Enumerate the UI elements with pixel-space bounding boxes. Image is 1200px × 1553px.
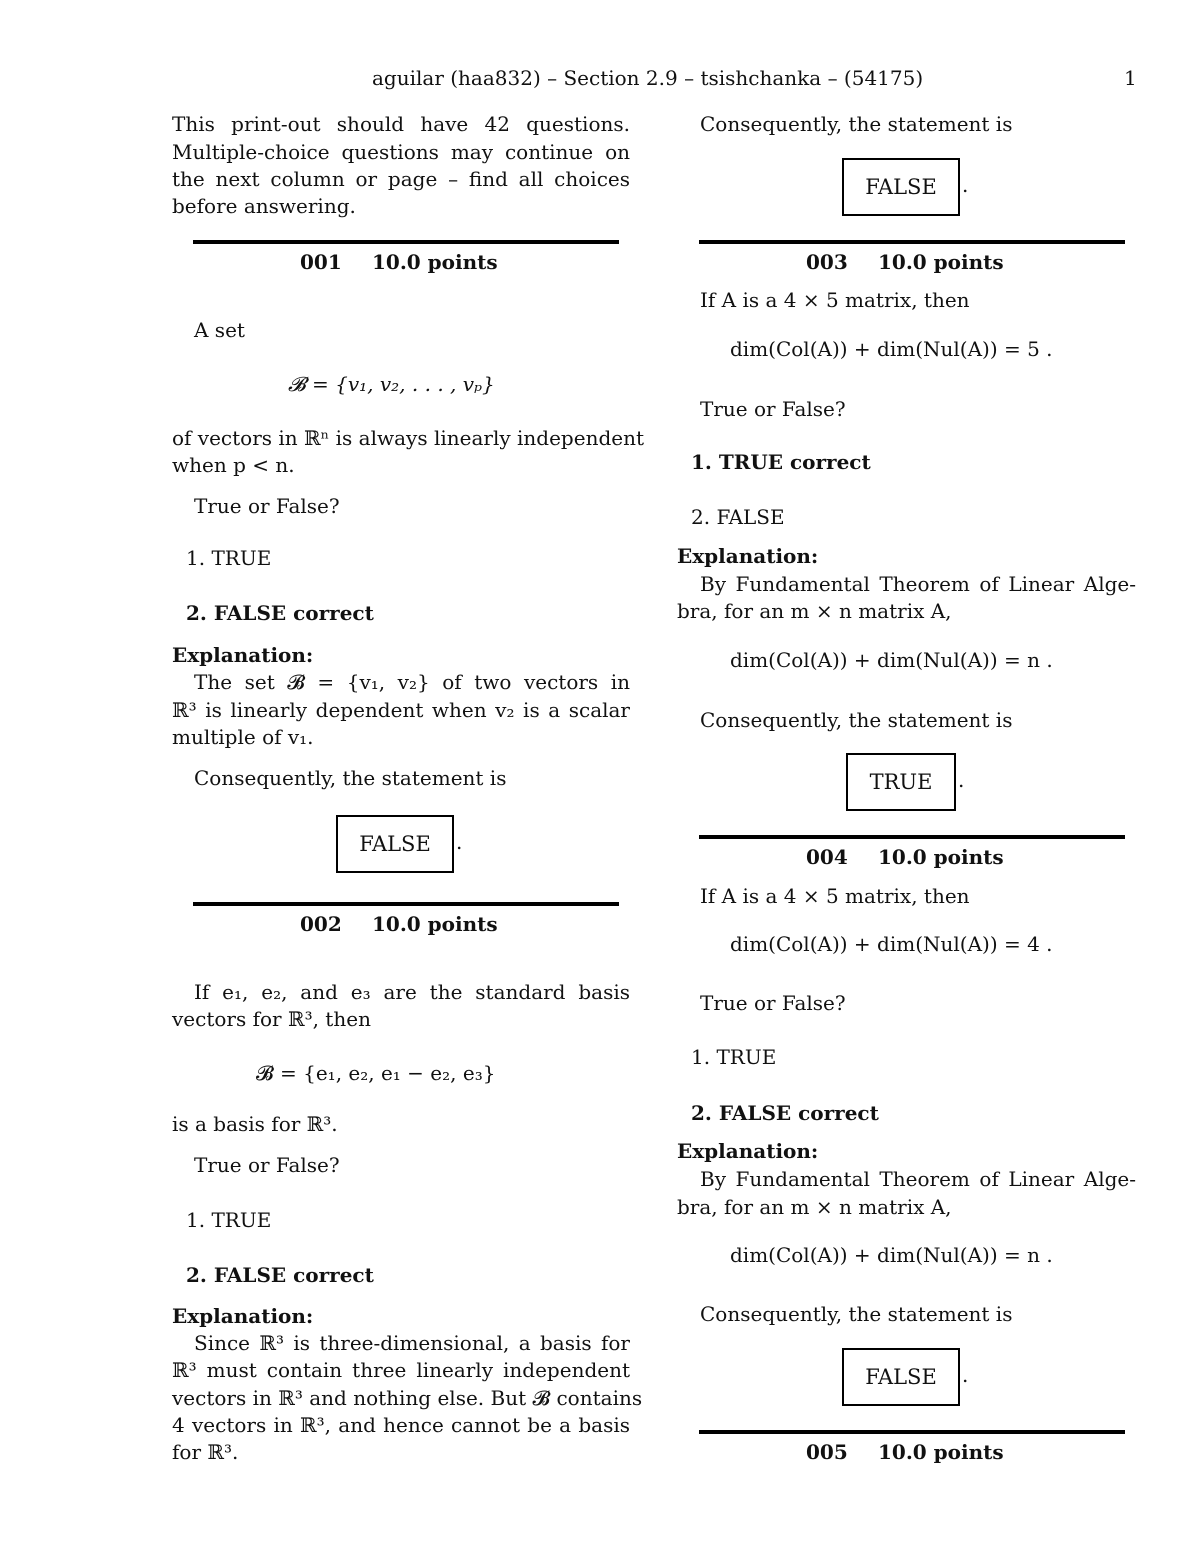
q002-expl-line-2: ℝ³ must contain three linearly independent [172, 1358, 630, 1382]
q002-consequently: Consequently, the statement is [700, 112, 1013, 136]
q001-answer-period: . [456, 830, 463, 854]
q003-choice-2[interactable]: 2. FALSE [691, 505, 785, 529]
question-header-002 [300, 912, 498, 936]
q001-expl-line-1: The set 𝓑 = {v₁, v₂} of two vectors in [194, 670, 630, 694]
q002-expl-line-3: vectors in ℝ³ and nothing else. But 𝓑 contains [172, 1386, 643, 1410]
q002-body-line-3: is a basis for ℝ³. [172, 1112, 338, 1136]
q003-expl-formula: dim(Col(A)) + dim(Nul(A)) = n . [730, 648, 1053, 672]
question-points: 10.0 points [372, 250, 498, 274]
question-points: 10.0 points [878, 1440, 1004, 1464]
q004-formula: dim(Col(A)) + dim(Nul(A)) = 4 . [730, 932, 1053, 956]
q003-formula: dim(Col(A)) + dim(Nul(A)) = 5 . [730, 337, 1053, 361]
q001-lead: A set [194, 318, 245, 342]
q001-choice-2[interactable]: 2. FALSE correct [186, 601, 374, 625]
intro-line-4: before answering. [172, 194, 356, 218]
q002-body-line-2: vectors for ℝ³, then [172, 1007, 371, 1031]
q001-body-line-2: when p < n. [172, 453, 295, 477]
intro-line-3: the next column or page – find all choices [172, 167, 630, 191]
q002-expl-line-4: 4 vectors in ℝ³, and hence cannot be a basis [172, 1413, 630, 1437]
question-number: 005 [806, 1440, 848, 1464]
question-number: 004 [806, 845, 848, 869]
question-header-005 [806, 1440, 1004, 1464]
q002-formula: 𝓑 = {e₁, e₂, e₁ − e₂, e₃} [256, 1061, 496, 1085]
q003-answer-box: TRUE [846, 753, 956, 811]
q004-choice-2[interactable]: 2. FALSE correct [691, 1101, 879, 1125]
q003-prompt: True or False? [700, 397, 846, 421]
q003-expl-line-2: bra, for an m × n matrix A, [677, 599, 952, 623]
question-number: 003 [806, 250, 848, 274]
question-divider [699, 835, 1125, 839]
q001-explanation-label: Explanation: [172, 643, 314, 667]
q003-choice-1[interactable]: 1. TRUE correct [691, 450, 871, 474]
question-number: 001 [300, 250, 342, 274]
question-number: 002 [300, 912, 342, 936]
question-divider [699, 240, 1125, 244]
q004-prompt: True or False? [700, 991, 846, 1015]
q002-answer-box: FALSE [842, 158, 960, 216]
question-divider [699, 1430, 1125, 1434]
q002-body-line-1: If e₁, e₂, and e₃ are the standard basis [194, 980, 630, 1004]
q001-choice-1[interactable]: 1. TRUE [186, 546, 272, 570]
q003-expl-line-1: By Fundamental Theorem of Linear Alge- [700, 572, 1136, 596]
q004-expl-line-1: By Fundamental Theorem of Linear Alge- [700, 1167, 1136, 1191]
q004-lead: If A is a 4 × 5 matrix, then [700, 884, 970, 908]
intro-line-1: This print-out should have 42 questions. [172, 112, 630, 136]
q004-expl-line-2: bra, for an m × n matrix A, [677, 1195, 952, 1219]
q004-choice-1[interactable]: 1. TRUE [691, 1045, 777, 1069]
q001-body-line-1: of vectors in ℝⁿ is always linearly independent [172, 426, 645, 450]
q004-explanation-label: Explanation: [677, 1139, 819, 1163]
q002-expl-line-1: Since ℝ³ is three-dimensional, a basis for [194, 1331, 630, 1355]
q003-explanation-label: Explanation: [677, 544, 819, 568]
question-divider [193, 902, 619, 906]
q002-prompt: True or False? [194, 1153, 340, 1177]
question-header-004 [806, 845, 1004, 869]
question-points: 10.0 points [878, 250, 1004, 274]
q003-lead: If A is a 4 × 5 matrix, then [700, 288, 970, 312]
q002-expl-line-5: for ℝ³. [172, 1440, 239, 1464]
q002-choice-1[interactable]: 1. TRUE [186, 1208, 272, 1232]
q001-expl-line-3: multiple of v₁. [172, 725, 314, 749]
q002-answer-period: . [962, 173, 969, 197]
question-divider [193, 240, 619, 244]
page-header: aguilar (haa832) – Section 2.9 – tsishchanka – (54175) [372, 66, 924, 90]
q001-prompt: True or False? [194, 494, 340, 518]
q001-answer-box: FALSE [336, 815, 454, 873]
q001-consequently: Consequently, the statement is [194, 766, 507, 790]
q002-choice-2[interactable]: 2. FALSE correct [186, 1263, 374, 1287]
question-points: 10.0 points [372, 912, 498, 936]
q004-consequently: Consequently, the statement is [700, 1302, 1013, 1326]
question-header-003 [806, 250, 1004, 274]
q002-explanation-label: Explanation: [172, 1304, 314, 1328]
intro-line-2: Multiple-choice questions may continue on [172, 140, 630, 164]
q004-answer-box: FALSE [842, 1348, 960, 1406]
q004-answer-period: . [962, 1363, 969, 1387]
q004-expl-formula: dim(Col(A)) + dim(Nul(A)) = n . [730, 1243, 1053, 1267]
q003-answer-period: . [958, 768, 965, 792]
page-number: 1 [1124, 66, 1137, 90]
q003-consequently: Consequently, the statement is [700, 708, 1013, 732]
question-header-001 [300, 250, 498, 274]
q001-expl-line-2: ℝ³ is linearly dependent when v₂ is a scalar [172, 698, 630, 722]
q001-formula: 𝓑 = {v₁, v₂, . . . , vₚ} [288, 372, 495, 396]
question-points: 10.0 points [878, 845, 1004, 869]
